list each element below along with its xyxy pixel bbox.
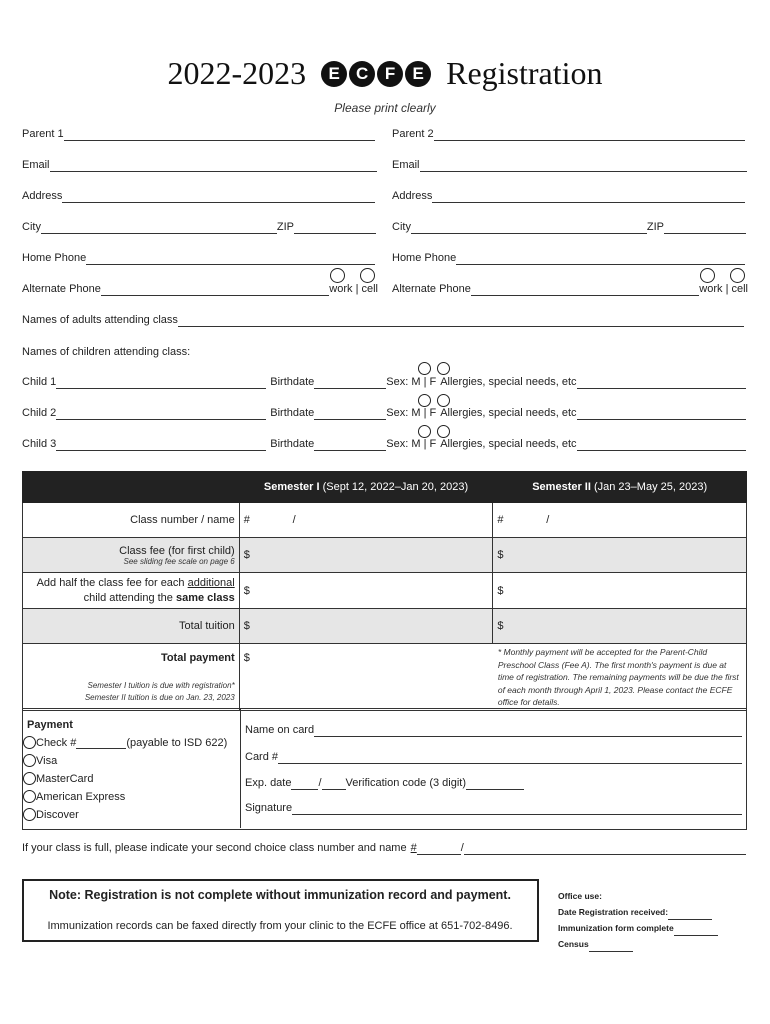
notice-bold: Note: Registration is not complete without immunization record and payment. bbox=[49, 888, 511, 902]
email-field-2[interactable] bbox=[392, 159, 747, 172]
children-title: Names of children attending class: bbox=[22, 346, 191, 358]
sem1-additional-input[interactable]: $ bbox=[239, 573, 493, 609]
check-label: Check # bbox=[36, 736, 77, 749]
due-note-2: Semester II tuition is due on Jan. 23, 2023 bbox=[84, 693, 235, 702]
parent2-field[interactable] bbox=[392, 128, 745, 141]
amex-radio[interactable] bbox=[23, 790, 36, 803]
total-tuition-row bbox=[23, 609, 747, 644]
signature-label: Signature bbox=[245, 802, 293, 814]
payment-title: Payment bbox=[27, 719, 73, 731]
child1-sex-label: Sex: M | F bbox=[386, 376, 437, 388]
immunization-form-field[interactable] bbox=[558, 920, 718, 936]
title-year: 2022-2023 bbox=[167, 55, 307, 92]
address-field-1[interactable] bbox=[22, 190, 375, 203]
address-label-1: Address bbox=[22, 190, 63, 202]
immunization-notice-box bbox=[22, 879, 539, 942]
child2-female-radio[interactable] bbox=[437, 394, 450, 407]
class-number-row bbox=[23, 503, 747, 538]
second-choice-label: If your class is full, please indicate your second choice class number and name bbox=[22, 842, 407, 854]
signature-field[interactable] bbox=[245, 802, 742, 815]
child2-male-radio[interactable] bbox=[418, 394, 431, 407]
discover-label: Discover bbox=[36, 808, 79, 821]
home-phone-label-2: Home Phone bbox=[392, 252, 457, 264]
census-label: Census bbox=[558, 939, 589, 949]
email-label-2: Email bbox=[392, 159, 420, 171]
class-fee-row bbox=[23, 538, 747, 573]
mastercard-option[interactable] bbox=[23, 772, 93, 785]
additional-child-label: Add half the class fee for each additional child attending the same class bbox=[23, 573, 240, 609]
sem2-class-fee-input[interactable]: $ bbox=[493, 538, 747, 573]
class-number-label: Class number / name bbox=[23, 503, 240, 538]
name-on-card-label: Name on card bbox=[245, 724, 315, 736]
form-title bbox=[0, 52, 770, 92]
email-field-1[interactable] bbox=[22, 159, 377, 172]
city-zip-field-1[interactable] bbox=[22, 221, 376, 234]
due-note-1: Semester I tuition is due with registration* bbox=[87, 681, 235, 690]
exp-date-label: Exp. date bbox=[245, 777, 292, 789]
sem1-class-fee-input[interactable]: $ bbox=[239, 538, 493, 573]
discover-radio[interactable] bbox=[23, 808, 36, 821]
zip-label-1: ZIP bbox=[276, 221, 294, 233]
logo-letter-e: E bbox=[321, 61, 347, 87]
adults-field[interactable] bbox=[22, 314, 744, 327]
total-payment-cell bbox=[23, 644, 240, 711]
child3-female-radio[interactable] bbox=[437, 425, 450, 438]
child2-label: Child 2 bbox=[22, 407, 57, 419]
sem1-class-number-input[interactable]: # / bbox=[239, 503, 493, 538]
additional-child-row bbox=[23, 573, 747, 609]
child1-birthdate-label: Birthdate bbox=[270, 376, 315, 388]
alt-phone-label-1: Alternate Phone bbox=[22, 283, 101, 295]
logo-letter-e2: E bbox=[405, 61, 431, 87]
work-radio-2[interactable] bbox=[700, 268, 715, 283]
child2-allergies-label: Allergies, special needs, etc bbox=[440, 407, 577, 419]
monthly-payment-note: * Monthly payment will be accepted for the Parent-Child Preschool Class (Fee A). The first month's payment is due at time of registration. The remaining payments will be due the first of each month through April 1, 2023. Please contact the ECFE office for details. bbox=[497, 647, 739, 707]
city-zip-field-2[interactable] bbox=[392, 221, 746, 234]
semester2-header: Semester II (Jan 23–May 25, 2023) bbox=[493, 472, 747, 503]
amex-option[interactable] bbox=[23, 790, 125, 803]
card-number-field[interactable] bbox=[245, 751, 742, 764]
ecfe-logo bbox=[320, 61, 432, 87]
sem2-additional-input[interactable]: $ bbox=[493, 573, 747, 609]
child1-label: Child 1 bbox=[22, 376, 57, 388]
child2-sex-label: Sex: M | F bbox=[386, 407, 437, 419]
logo-letter-f: F bbox=[377, 61, 403, 87]
amex-label: American Express bbox=[36, 790, 126, 803]
discover-option[interactable] bbox=[23, 808, 79, 821]
mastercard-radio[interactable] bbox=[23, 772, 36, 785]
alt-phone-field-1[interactable] bbox=[22, 283, 378, 296]
class-fee-label: Class fee (for first child) bbox=[119, 544, 235, 557]
verification-label: Verification code (3 digit) bbox=[345, 777, 466, 789]
cell-radio-1[interactable] bbox=[360, 268, 375, 283]
immunization-form-label: Immunization form complete bbox=[558, 923, 674, 933]
check-option[interactable] bbox=[23, 736, 227, 749]
work-radio-1[interactable] bbox=[330, 268, 345, 283]
notice-text: Immunization records can be faxed directly from your clinic to the ECFE office at 651-702-8496. bbox=[47, 920, 513, 932]
home-phone-label-1: Home Phone bbox=[22, 252, 87, 264]
sem1-total-tuition-input[interactable]: $ bbox=[239, 609, 493, 644]
parent2-label: Parent 2 bbox=[392, 128, 434, 140]
second-choice-hash: # bbox=[410, 842, 417, 854]
work-cell-label-1: work | cell bbox=[329, 283, 378, 295]
address-label-2: Address bbox=[392, 190, 433, 202]
home-phone-field-1[interactable] bbox=[22, 252, 375, 265]
payment-box bbox=[22, 708, 747, 830]
child3-sex-label: Sex: M | F bbox=[386, 438, 437, 450]
census-field[interactable] bbox=[558, 936, 718, 952]
alt-phone-label-2: Alternate Phone bbox=[392, 283, 471, 295]
visa-label: Visa bbox=[36, 754, 58, 767]
tuition-table bbox=[22, 471, 747, 711]
child3-male-radio[interactable] bbox=[418, 425, 431, 438]
child2-row[interactable] bbox=[22, 407, 746, 420]
semester1-header: Semester I (Sept 12, 2022–Jan 20, 2023) bbox=[239, 472, 493, 503]
adults-label: Names of adults attending class bbox=[22, 314, 178, 326]
name-on-card-field[interactable] bbox=[245, 724, 742, 737]
office-use-title: Office use: bbox=[558, 891, 602, 901]
date-received-field[interactable] bbox=[558, 904, 718, 920]
work-cell-label-2: work | cell bbox=[699, 283, 748, 295]
total-payment-label: Total payment bbox=[160, 652, 235, 664]
sliding-scale-note: See sliding fee scale on page 6 bbox=[123, 556, 235, 566]
title-registration: Registration bbox=[446, 55, 603, 92]
sem2-class-number-input[interactable]: # / bbox=[493, 503, 747, 538]
child3-allergies-label: Allergies, special needs, etc bbox=[440, 438, 577, 450]
parent1-field[interactable] bbox=[22, 128, 375, 141]
total-payment-input[interactable]: $ bbox=[239, 644, 493, 711]
zip-label-2: ZIP bbox=[646, 221, 664, 233]
second-choice-slash: / bbox=[460, 842, 464, 854]
exp-date-field[interactable] bbox=[245, 777, 545, 790]
child2-birthdate-label: Birthdate bbox=[270, 407, 315, 419]
total-payment-row bbox=[23, 644, 747, 711]
second-choice-field[interactable] bbox=[22, 842, 746, 855]
monthly-note-cell bbox=[493, 644, 747, 711]
date-received-label: Date Registration received: bbox=[558, 907, 669, 917]
child1-allergies-label: Allergies, special needs, etc bbox=[440, 376, 577, 388]
visa-option[interactable] bbox=[23, 754, 57, 767]
mastercard-label: MasterCard bbox=[36, 772, 94, 785]
child3-row[interactable] bbox=[22, 438, 746, 451]
header-empty-cell bbox=[23, 472, 240, 503]
sem2-total-tuition-input[interactable]: $ bbox=[493, 609, 747, 644]
cell-radio-2[interactable] bbox=[730, 268, 745, 283]
class-fee-label-cell bbox=[23, 538, 240, 573]
visa-radio[interactable] bbox=[23, 754, 36, 767]
city-label-2: City bbox=[392, 221, 411, 233]
alt-phone-field-2[interactable] bbox=[392, 283, 748, 296]
office-use-section bbox=[558, 888, 718, 952]
total-tuition-label: Total tuition bbox=[23, 609, 240, 644]
email-label-1: Email bbox=[22, 159, 50, 171]
logo-letter-c: C bbox=[349, 61, 375, 87]
exp-slash: / bbox=[318, 777, 322, 789]
check-radio[interactable] bbox=[23, 736, 36, 749]
parent1-label: Parent 1 bbox=[22, 128, 64, 140]
subtitle: Please print clearly bbox=[334, 101, 436, 115]
city-label-1: City bbox=[22, 221, 41, 233]
payable-label: (payable to ISD 622) bbox=[126, 736, 228, 749]
table-header-row bbox=[23, 472, 747, 503]
child1-row[interactable] bbox=[22, 376, 746, 389]
child1-male-radio[interactable] bbox=[418, 362, 431, 375]
child3-label: Child 3 bbox=[22, 438, 57, 450]
card-number-label: Card # bbox=[245, 751, 279, 763]
home-phone-field-2[interactable] bbox=[392, 252, 745, 265]
address-field-2[interactable] bbox=[392, 190, 745, 203]
child3-birthdate-label: Birthdate bbox=[270, 438, 315, 450]
child1-female-radio[interactable] bbox=[437, 362, 450, 375]
